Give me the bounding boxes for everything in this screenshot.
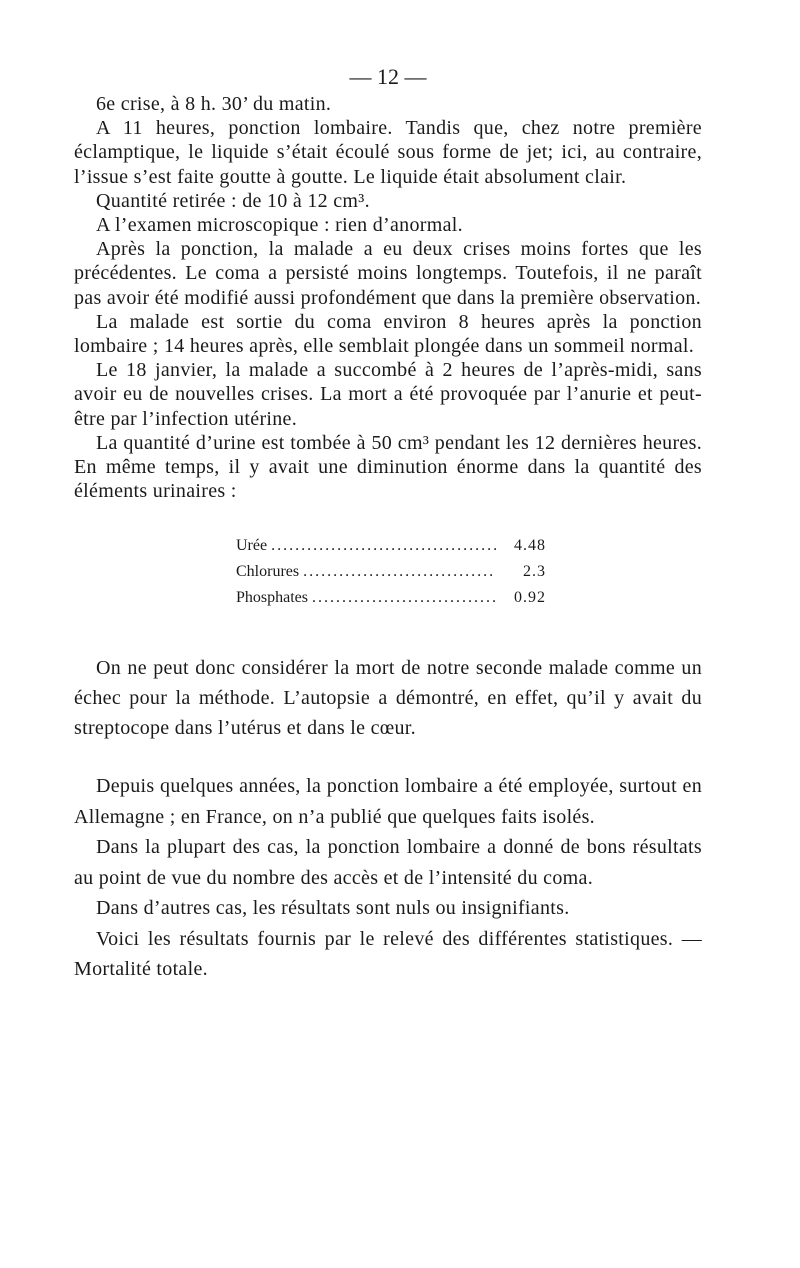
leader-dots	[271, 533, 496, 559]
urine-elements-table	[236, 533, 546, 611]
review-block	[74, 771, 702, 985]
paragraph-sortie-coma: La malade est sortie du coma environ 8 heures après la ponction lombaire ; 14 heures après, elle semblait plongée dans un sommeil normal.	[74, 310, 702, 358]
table-row-value: 0.92	[514, 589, 546, 607]
table-row-value: 2.3	[523, 563, 546, 581]
table-row-label: Chlorures	[236, 563, 300, 581]
paragraph-voici: Voici les résultats fournis par le relevé des différentes statistiques. — Mortalité totale.	[74, 927, 702, 981]
table-row	[236, 585, 546, 611]
paragraph-quantite-retiree: Quantité retirée : de 10 à 12 cm³.	[96, 189, 370, 212]
paragraph-18-janvier: Le 18 janvier, la malade a succombé à 2 heures de l’après-midi, sans avoir eu de nouvelles crises. La mort a été provoquée par l’anurie et peut-être par l’infection utérine.	[74, 359, 702, 430]
table-row-label: Urée	[236, 537, 268, 555]
paragraph-depuis: Depuis quelques années, la ponction lombaire a été employée, surtout en Allemagne ; en France, on n’a publié que quelques faits isolés.	[74, 775, 702, 828]
table-row-value: 4.48	[514, 537, 546, 555]
paragraph-plupart: Dans la plupart des cas, la ponction lombaire a donné de bons résultats au point de vue du nombre des accès et de l’intensité du coma.	[74, 836, 702, 889]
table-row-label: Phosphates	[236, 589, 308, 607]
table-row	[236, 533, 546, 559]
leader-dots	[312, 585, 496, 611]
paragraph-examen: A l’examen microscopique : rien d’anormal.	[96, 214, 463, 237]
paragraph-autres-cas: Dans d’autres cas, les résultats sont nuls ou insignifiants.	[96, 897, 570, 920]
paragraph-quantite-urine: La quantité d’urine est tombée à 50 cm³ pendant les 12 dernières heures. En même temps, il y avait une diminution énorme dans la quantité des éléments urinaires :	[74, 431, 702, 503]
table-row	[236, 559, 546, 585]
paragraph-ponction: A 11 heures, ponction lombaire. Tandis que, chez notre première éclamptique, le liquide s’était écoulé sous forme de jet; ici, au contraire, l’issue s’est faite goutte à goutte. Le liquide était absolument clair.	[74, 117, 702, 188]
observation-block	[74, 92, 702, 503]
paragraph-conclusion: On ne peut donc considérer la mort de notre seconde malade comme un échec pour la méthode. L’autopsie a démontré, en effet, qu’il y avait du streptocope dans l’utérus et dans le cœur.	[74, 657, 702, 740]
conclusion-block	[74, 653, 702, 743]
paragraph-crise: 6e crise, à 8 h. 30’ du matin.	[96, 93, 332, 115]
paragraph-apres-ponction: Après la ponction, la malade a eu deux crises moins fortes que les précédentes. Le coma a persisté moins longtemps. Toutefois, il ne paraît pas avoir été modifié aussi profondément que dans la première observation.	[74, 238, 702, 309]
page-number: — 12 —	[349, 64, 427, 89]
document-page	[74, 62, 702, 985]
leader-dots	[303, 559, 496, 585]
